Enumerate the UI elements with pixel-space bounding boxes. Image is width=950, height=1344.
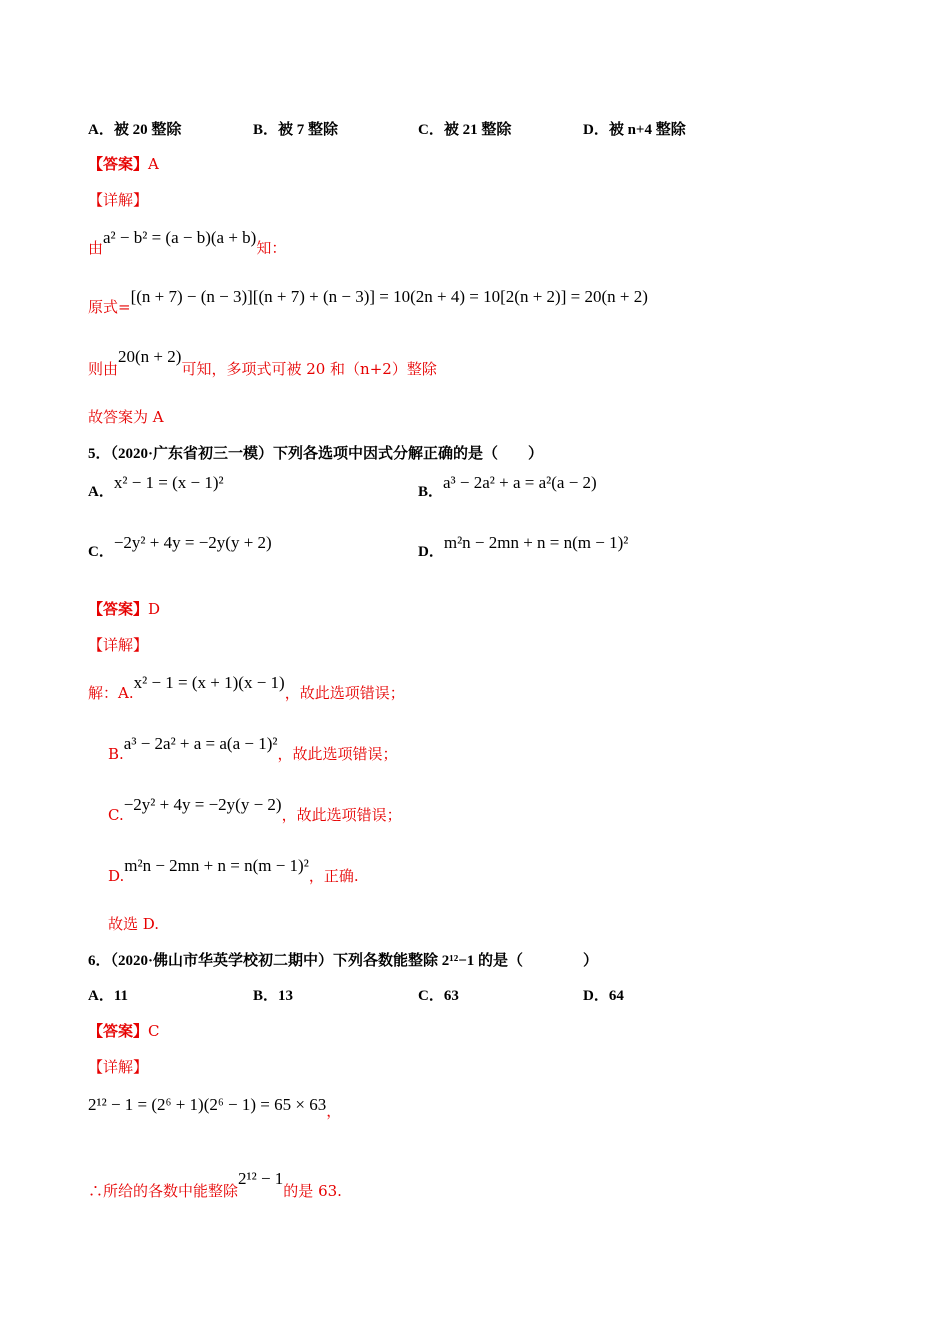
line2-math: 2¹² − 1 (238, 1169, 284, 1188)
line2-post: 的是 63. (283, 1182, 342, 1200)
option-math: −2y² + 4y = −2y(y + 2) (113, 533, 272, 552)
sol-math: m²n − 2mn + n = n(m − 1)² (124, 856, 309, 875)
sol-math: a³ − 2a² + a = a(a − 1)² (123, 734, 278, 753)
q4-line2 (88, 287, 648, 317)
answer-label: 【答案】 (88, 1024, 149, 1040)
sol-pre: C. (108, 806, 124, 824)
q6-line1 (88, 1095, 342, 1121)
answer-label: 【答案】 (88, 157, 149, 173)
q5-sol-d (108, 856, 359, 886)
sol-math: −2y² + 4y = −2y(y − 2) (123, 795, 282, 814)
q5-answer (88, 598, 160, 619)
q6-option-c: C．63 (418, 988, 459, 1004)
line1-post: 知： (256, 239, 287, 257)
q4-answer (88, 153, 159, 174)
q5-option-c (88, 533, 272, 561)
q5-sol-b (108, 734, 398, 764)
q6-option-b: B．13 (253, 988, 294, 1004)
line3-math: 20(n + 2) (118, 347, 182, 366)
q4-option-d: D．被 n+4 整除 (583, 122, 686, 138)
line2-pre: ∴所给的各数中能整除 (88, 1182, 239, 1200)
q5-title: 5．（2020·广东省初三一模）下列各选项中因式分解正确的是（ ） (88, 446, 544, 462)
answer-value: A (148, 155, 159, 173)
q5-sol-a (88, 673, 405, 703)
line3-post: 可知，多项式可被 20 和（n+2）整除 (181, 360, 437, 378)
q6-option-a: A．11 (88, 988, 129, 1004)
sol-post: ，故此选项错误； (284, 684, 405, 702)
line1-post: ， (326, 1102, 342, 1120)
q5-option-a (88, 473, 224, 501)
sol-post: ，故此选项错误； (277, 745, 398, 763)
line2-pre: 原式= (88, 298, 131, 316)
q4-option-a: A．被 20 整除 (88, 122, 182, 138)
sol-post: ，故此选项错误； (281, 806, 402, 824)
q4-conclusion: 故答案为 A (88, 408, 164, 426)
option-label: C． (88, 544, 114, 560)
option-label: D． (418, 544, 444, 560)
q5-option-b (418, 473, 597, 501)
line1-math: 2¹² − 1 = (2⁶ + 1)(2⁶ − 1) = 65 × 63 (88, 1095, 327, 1114)
option-label: B． (418, 484, 444, 500)
q5-option-d (418, 533, 629, 561)
sol-pre: B. (108, 745, 124, 763)
q5-conclusion: 故选 D. (108, 915, 160, 933)
option-math: a³ − 2a² + a = a²(a − 2) (443, 473, 597, 492)
q4-option-b: B．被 7 整除 (253, 122, 339, 138)
q6-option-d: D．64 (583, 988, 624, 1004)
line1-math: a² − b² = (a − b)(a + b) (103, 228, 257, 247)
q6-detail-label: 【详解】 (88, 1058, 149, 1076)
answer-value: D (148, 600, 161, 618)
q6-answer (88, 1020, 160, 1041)
sol-pre: D. (108, 867, 125, 885)
line1-pre: 由 (88, 239, 104, 257)
q6-line2 (88, 1169, 342, 1201)
q5-sol-c (108, 795, 402, 825)
q4-line3 (88, 347, 437, 379)
q4-line1 (88, 228, 287, 258)
q4-option-c: C．被 21 整除 (418, 122, 512, 138)
sol-pre: 解：A. (88, 684, 134, 702)
answer-value: C (148, 1022, 160, 1040)
sol-math: x² − 1 = (x + 1)(x − 1) (133, 673, 285, 692)
option-label: A． (88, 484, 114, 500)
sol-post: ，正确. (308, 867, 359, 885)
answer-label: 【答案】 (88, 602, 149, 618)
q6-title: 6．（2020·佛山市华英学校初二期中）下列各数能整除 2¹²−1 的是（ ） (88, 953, 599, 969)
q4-detail-label: 【详解】 (88, 191, 149, 209)
q5-detail-label: 【详解】 (88, 636, 149, 654)
line3-pre: 则由 (88, 360, 119, 378)
option-math: x² − 1 = (x − 1)² (113, 473, 224, 492)
option-math: m²n − 2mn + n = n(m − 1)² (443, 533, 629, 552)
line2-math: [(n + 7) − (n − 3)][(n + 7) + (n − 3)] = 10(2n + 4) = 10[2(n + 2)] = 20(n + 2) (130, 287, 648, 306)
